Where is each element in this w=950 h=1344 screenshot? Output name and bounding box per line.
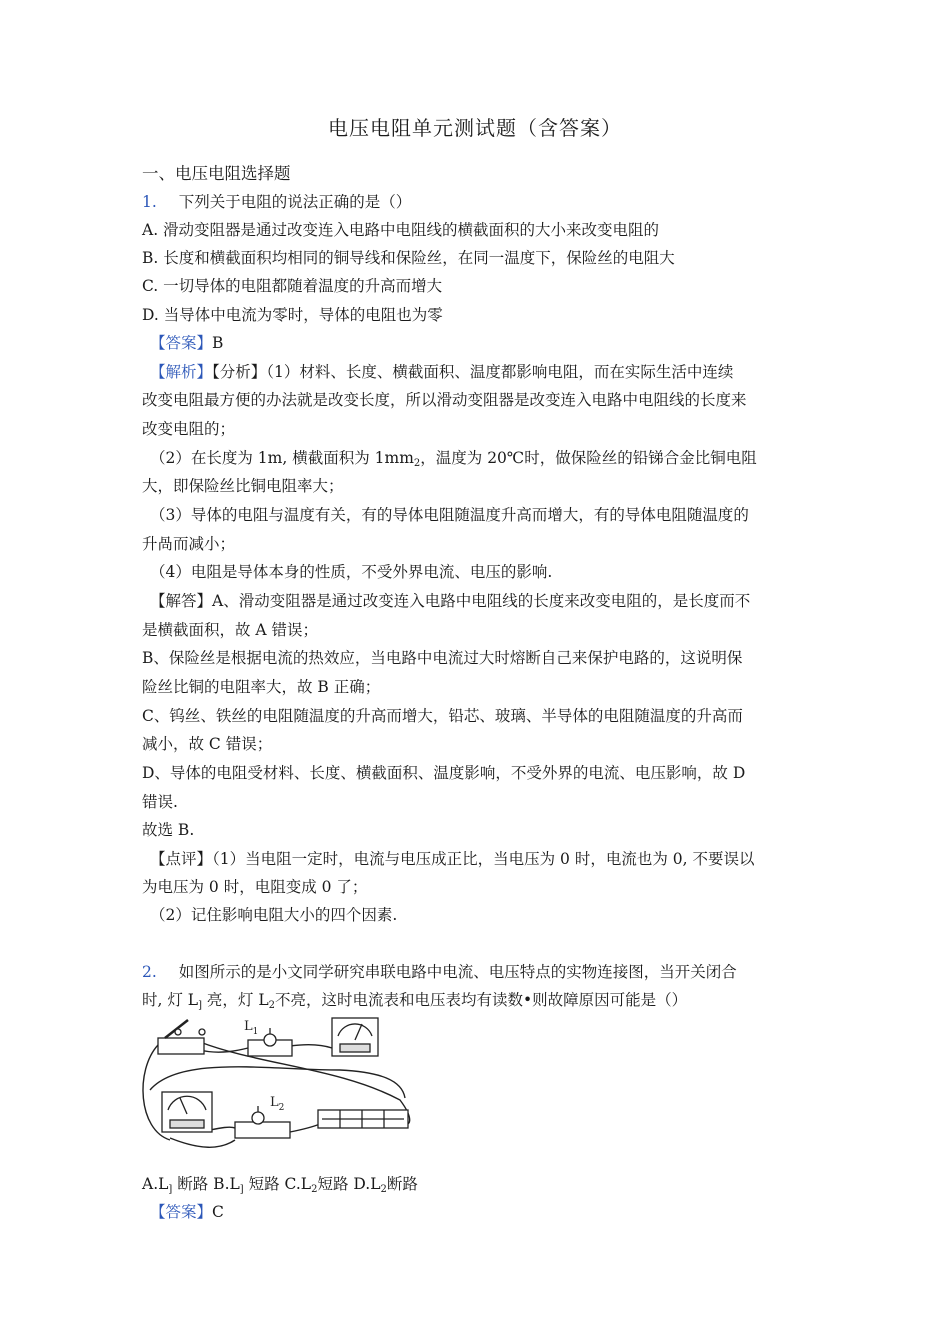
question-2-stem <box>142 962 737 982</box>
body-line: 【解答】A、滑动变阻器是通过改变连入电路中电阻线的长度来改变电阻的，是长度而不 <box>150 592 751 610</box>
answer-line <box>150 333 223 353</box>
analysis-text: 【分析】（1）材料、长度、横截面积、温度都影响电阻，而在实际生活中连续 <box>212 363 734 381</box>
question-text: 如图所示的是小文同学研究串联电路中电流、电压特点的实物连接图，当开关闭合 <box>178 963 737 981</box>
circuit-diagram <box>140 1010 412 1162</box>
analysis-line: 改变电阻的； <box>142 420 236 438</box>
section-heading: 一、电压电阻选择题 <box>142 164 291 183</box>
option-text: 断路 <box>386 1175 418 1193</box>
body-line: （4）电阻是导体本身的性质，不受外界电流、电压的影响. <box>150 563 553 581</box>
body-line: 减小，故 C 错误； <box>142 735 273 753</box>
body-line: 险丝比铜的电阻率大，故 B 正确； <box>142 678 381 696</box>
subscript: ] <box>168 1184 173 1195</box>
question-number: 1. <box>142 193 157 211</box>
subscript: ] <box>239 1184 244 1195</box>
option-text: A.L <box>142 1175 169 1193</box>
option-text: 短路 D.L <box>317 1175 381 1193</box>
question-text: 亮，灯 L <box>201 991 269 1009</box>
body-line: 故选 B. <box>142 821 195 839</box>
subscript: ] <box>198 1000 202 1011</box>
wire <box>290 1045 332 1048</box>
option-text: 短路 C.L <box>243 1175 312 1193</box>
question-number: 2. <box>142 963 157 981</box>
option-a: A. 滑动变阻器是通过改变连入电路中电阻线的横截面积的大小来改变电阻的 <box>142 221 660 239</box>
question-2-options <box>142 1174 418 1200</box>
subscript: 2 <box>380 1184 387 1195</box>
answer-tag: 【答案】 <box>150 1203 213 1221</box>
analysis-text: ，温度为 20℃时，做保险丝的铅锑合金比铜电阻 <box>420 449 757 467</box>
body-line: 大，即保险丝比铜电阻率大； <box>142 477 344 495</box>
subscript: 2 <box>311 1184 318 1195</box>
analysis-line: 改变电阻最方便的办法就是改变长度，所以滑动变阻器是改变连入电路中电阻线的长度来 <box>142 391 747 409</box>
wire <box>210 1127 235 1130</box>
voltmeter-icon <box>162 1092 212 1132</box>
answer-value: C <box>212 1203 224 1221</box>
option-d: D. 当导体中电流为零时，导体的电阻也为零 <box>142 306 443 324</box>
question-1-stem <box>142 192 411 212</box>
body-line: D、导体的电阻受材料、长度、横截面积、温度影响，不受外界的电流、电压影响，故 D <box>142 764 746 782</box>
answer-tag: 【答案】 <box>150 334 213 352</box>
body-line: 错误. <box>142 793 178 811</box>
lamp-l2-label: $L_2$ <box>270 1095 285 1113</box>
ammeter-icon <box>332 1018 378 1056</box>
analysis-text: （2）在长度为 1m, 横截面积为 1mm <box>150 449 414 467</box>
body-line: （3）导体的电阻与温度有关，有的导体电阻随温度升高而增大，有的导体电阻随温度的 <box>150 506 749 524</box>
body-line: 升咼而减小； <box>142 535 236 553</box>
question-text: 不亮，这时电流表和电压表均有读数•则故障原因可能是（） <box>275 991 688 1009</box>
option-b: B. 长度和横截面积均相同的铜导线和保险丝，在同一温度下，保险丝的电阻大 <box>142 249 675 267</box>
battery-icon <box>318 1110 408 1128</box>
body-line: C、钨丝、铁丝的电阻随温度的升高而增大，铅芯、玻璃、半导体的电阻随温度的升高而 <box>142 707 743 725</box>
analysis-tag: 【解析】 <box>150 363 213 381</box>
subscript: 2 <box>268 1000 276 1011</box>
wire <box>290 1124 320 1132</box>
analysis-line <box>150 362 733 382</box>
page-title: 电压电阻单元测试题（含答案） <box>328 116 622 140</box>
lamp-l1-label: $L_1$ <box>244 1019 259 1037</box>
answer-value: B <box>212 334 224 352</box>
option-c: C. 一切导体的电阻都随着温度的升高而增大 <box>142 277 443 295</box>
body-line: 【点评】（1）当电阻一定时，电流与电压成正比，当电压为 0 时，电流也为 0, 不要误以 <box>150 850 755 868</box>
wire <box>170 1138 235 1147</box>
option-text: 断路 B.L <box>172 1175 240 1193</box>
subscript: 2 <box>413 458 421 469</box>
body-line: （2）记住影响电阻大小的四个因素. <box>150 906 398 924</box>
body-line: 是横截面积，故 A 错误； <box>142 621 319 639</box>
question-text: 下列关于电阻的说法正确的是（） <box>178 193 412 211</box>
body-line: B、保险丝是根据电流的热效应，当电路中电流过大时熔断自己来保护电路的，这说明保 <box>142 649 743 667</box>
answer-line <box>150 1202 224 1222</box>
switch-icon <box>158 1020 205 1054</box>
analysis-line <box>150 448 757 474</box>
body-line: 为电压为 0 时，电阻变成 0 了； <box>142 878 368 896</box>
question-text: 时, 灯 L <box>142 991 199 1009</box>
